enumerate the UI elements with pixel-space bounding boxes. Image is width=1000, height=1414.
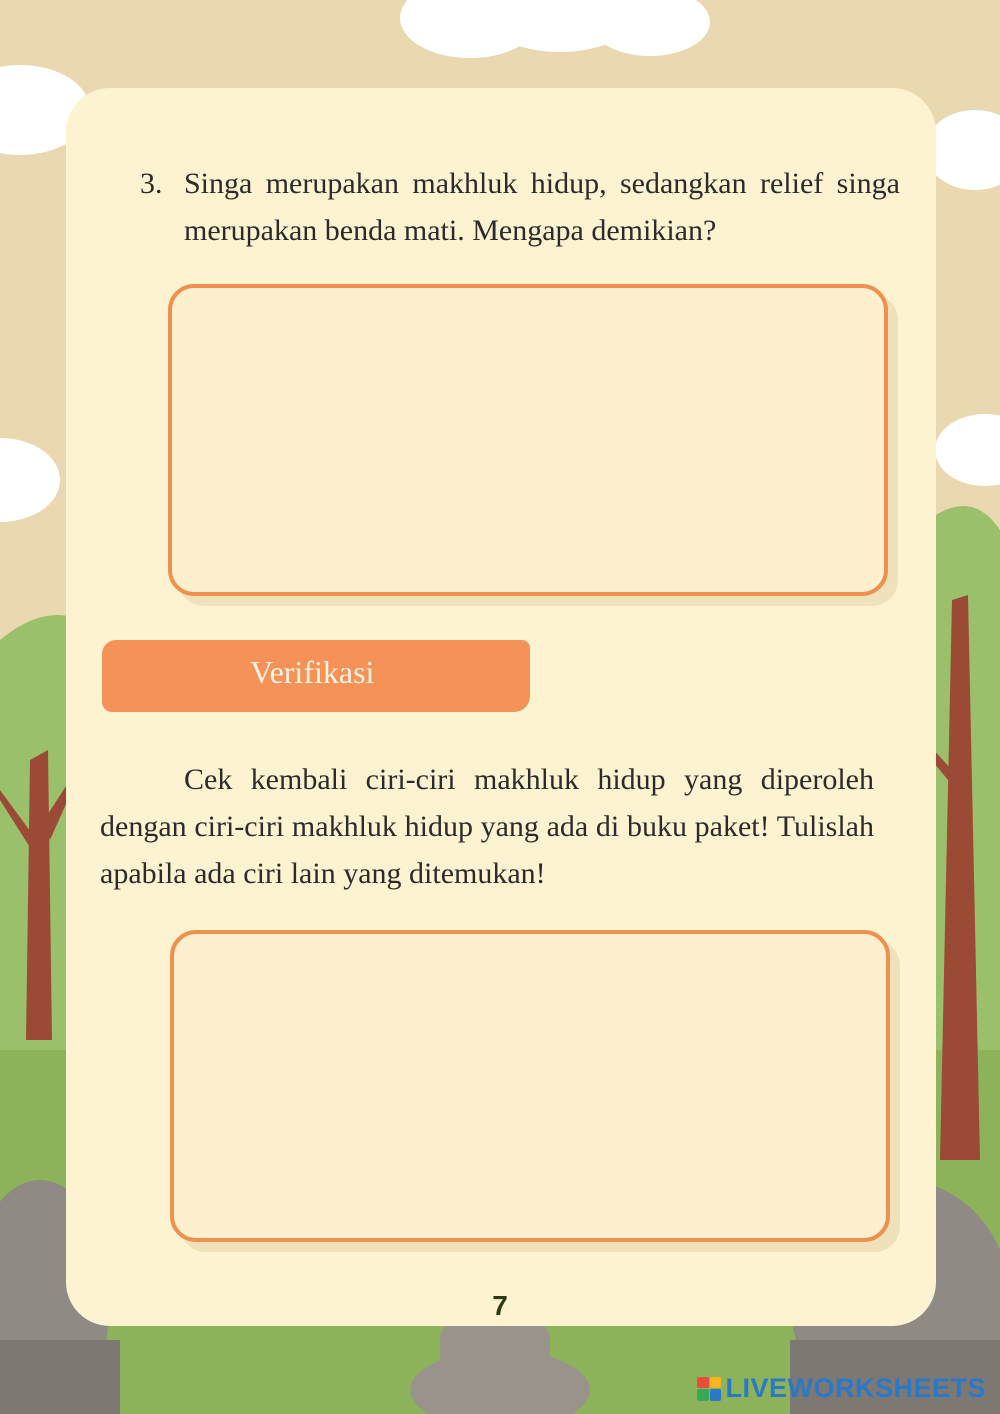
instruction-paragraph: Cek kembali ciri-ciri makhluk hidup yang diperoleh dengan ciri-ciri makhluk hidup yang ada di buku paket! Tulislah apabila ada ciri lain yang ditemukan! [100,763,874,890]
cloud-top-icon [400,0,710,58]
question-number: 3. [140,167,163,200]
question-text: Singa merupakan makhluk hidup, sedangkan relief singa merupakan benda mati. Mengapa demikian? [184,167,900,247]
answer-box-verifikasi[interactable] [170,930,890,1242]
section-header-verifikasi [102,640,530,712]
answer-box-question-3[interactable] [168,284,888,596]
brand-name: LIVEWORKSHEETS [725,1373,986,1403]
section-title: Verifikasi [250,654,375,690]
answer-input-verifikasi[interactable] [174,934,886,1238]
page-number: 7 [492,1290,508,1321]
answer-input-question-3[interactable] [172,288,884,592]
liveworksheets-brand[interactable] [697,1373,986,1404]
liveworksheets-logo-icon [697,1377,721,1401]
